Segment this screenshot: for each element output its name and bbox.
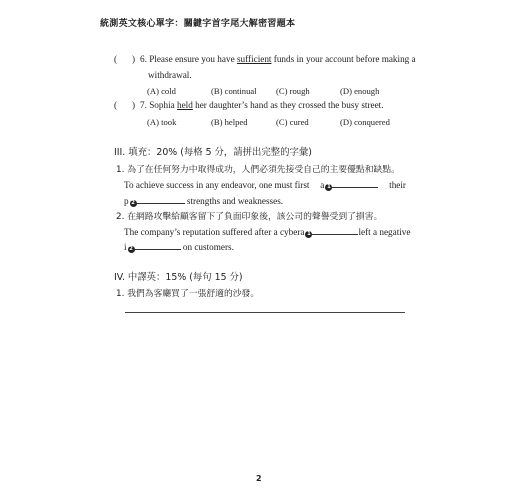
answer-paren-open: ( — [114, 54, 118, 64]
answer-paren-open: ( — [114, 100, 118, 110]
fill-1-text-before: To achieve success in any endeavor, one must first — [124, 180, 310, 190]
option-text: continual — [224, 86, 257, 96]
fill-1-chinese: 1. 為了在任何努力中取得成功，人們必須先接受自己的主要優點和缺點。 — [116, 165, 400, 175]
option-text: enough — [354, 86, 380, 96]
blank-first-letter: p — [124, 196, 129, 206]
option-letter: (C) — [276, 117, 288, 127]
blank-number-badge: 1 — [307, 231, 311, 237]
answer-paren-close: ) — [132, 54, 136, 64]
question-stem — [140, 54, 416, 64]
fill-1-text-after-2: strengths and weaknesses. — [186, 196, 284, 206]
stem-text-before: Please ensure you have — [149, 54, 235, 64]
translation-answer-line[interactable] — [125, 312, 405, 313]
option-b — [211, 86, 257, 96]
stem-text-after: funds in your account before making a — [273, 54, 416, 64]
blank-number-badge: 2 — [129, 246, 133, 252]
option-letter: (A) — [147, 86, 159, 96]
fill-1-line-2 — [124, 194, 283, 207]
fill-1-blank-2[interactable] — [124, 196, 185, 206]
option-text: cold — [161, 86, 176, 96]
blank-line — [137, 194, 185, 204]
answer-paren-close: ) — [132, 100, 136, 110]
option-c — [276, 86, 310, 96]
option-text: cured — [289, 117, 309, 127]
page-header: 統測英文核心單字：關鍵字首字尾大解密習題本 — [100, 19, 296, 29]
question-stem — [140, 100, 384, 110]
option-letter: (B) — [211, 86, 223, 96]
section-3-title: III. 填充：20% (每格 5 分，請拼出完整的字彙) — [114, 147, 312, 158]
fill-2-blank-1[interactable] — [300, 225, 358, 238]
option-letter: (B) — [211, 117, 223, 127]
blank-first-letter: i — [124, 242, 127, 252]
fill-2-text-after: left a negative — [358, 227, 411, 237]
option-text: helped — [224, 117, 248, 127]
fill-2-line-1 — [124, 225, 411, 238]
stem-text-before: Sophia — [149, 100, 175, 110]
option-text: conquered — [354, 117, 390, 127]
fill-2-line-2 — [124, 240, 234, 253]
fill-2-chinese: 2. 在網路攻擊給顧客留下了負面印象後，該公司的聲譽受到了損害。 — [116, 212, 383, 222]
fill-1-blank-1[interactable] — [320, 178, 378, 191]
blank-number-badge: 2 — [131, 200, 135, 206]
blank-number-badge: 1 — [326, 184, 331, 190]
option-text: took — [161, 117, 177, 127]
target-word: sufficient — [236, 54, 272, 64]
fill-2-text-after-2: on customers. — [182, 242, 234, 252]
blank-first-letter: a — [320, 180, 325, 190]
blank-first-letter: a — [300, 227, 305, 237]
option-a — [147, 86, 176, 96]
blank-line — [332, 178, 378, 188]
option-letter: (C) — [276, 86, 288, 96]
option-letter: (A) — [147, 117, 159, 127]
page-number: 2 — [256, 474, 262, 483]
option-d — [340, 117, 390, 127]
fill-2-text-before: The company’s reputation suffered after a cyber — [124, 227, 301, 237]
option-letter: (D) — [340, 86, 352, 96]
option-b — [211, 117, 248, 127]
question-number: 6. — [140, 54, 147, 64]
stem-text-after: her daughter’s hand as they crossed the busy street. — [195, 100, 384, 110]
option-text: rough — [289, 86, 310, 96]
question-number: 7. — [140, 100, 147, 110]
fill-2-blank-2[interactable] — [124, 242, 181, 252]
translation-1-chinese: 1. 我們為客廳買了一張舒適的沙發。 — [116, 289, 260, 299]
target-word: held — [177, 100, 193, 110]
blank-line — [135, 240, 181, 250]
option-letter: (D) — [340, 117, 352, 127]
section-4-title: IV. 中譯英：15% (每句 15 分) — [114, 272, 243, 283]
option-c — [276, 117, 309, 127]
option-a — [147, 117, 176, 127]
blank-line — [312, 225, 358, 235]
option-d — [340, 86, 379, 96]
fill-1-line-1 — [124, 178, 406, 191]
stem-continuation: withdrawal. — [148, 70, 192, 80]
fill-1-text-after: their — [389, 180, 406, 190]
